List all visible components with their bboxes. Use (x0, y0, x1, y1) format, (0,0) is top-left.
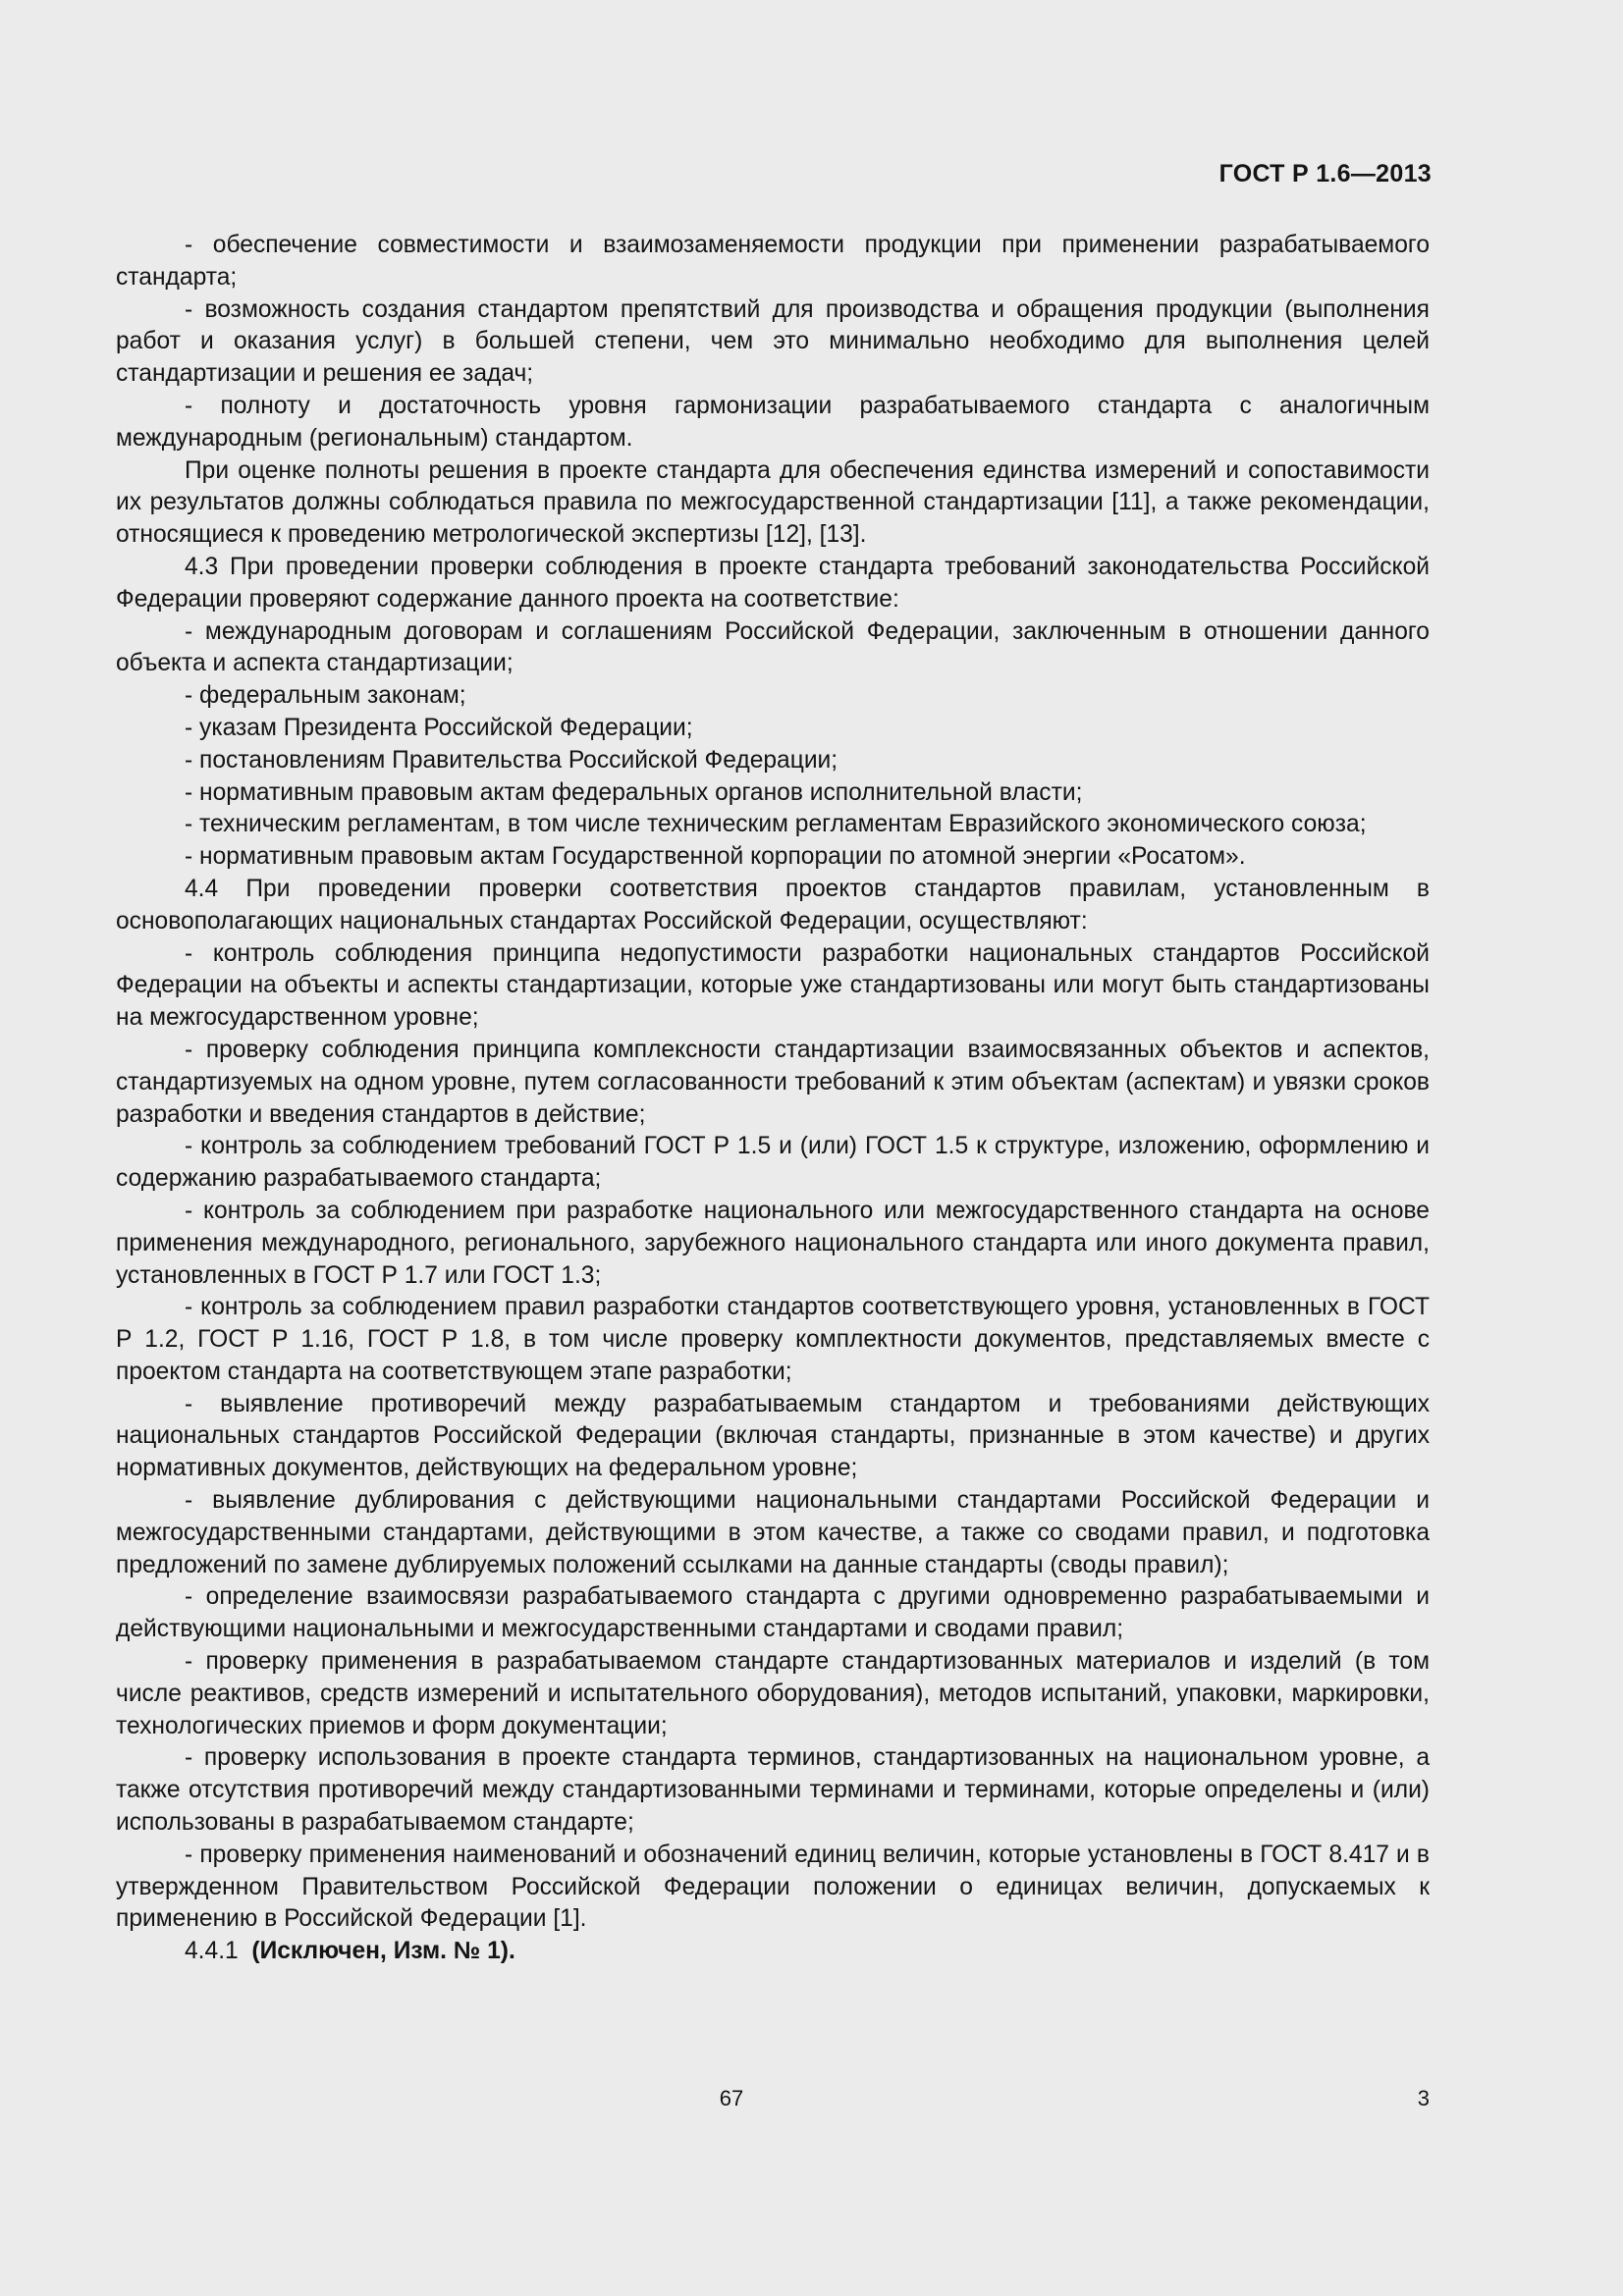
paragraph: 4.4 При проведении проверки соответствия проектов стандартов правилам, установленным в основополагающих национальных стандартах Российской Федерации, осуществляют: (116, 875, 1430, 934)
clause-number: 4.4.1 (185, 1938, 239, 1965)
paragraph: - обеспечение совместимости и взаимозаменяемости продукции при применении разрабатываемого стандарта; (116, 232, 1430, 291)
paragraph: - контроль за соблюдением при разработке национального или межгосударственного стандарта на основе применения международного, регионального, зарубежного национального стандарта или иного документа правил, установленных в ГОСТ Р 1.7 или ГОСТ 1.3; (116, 1197, 1430, 1289)
paragraph: - возможность создания стандартом препятствий для производства и обращения продукции (выполнения работ и оказания услуг) в большей степени, чем это минимально необходимо для выполнения целей стандартизации и решения ее задач; (116, 295, 1430, 388)
paragraph: - проверку применения в разрабатываемом стандарте стандартизованных материалов и изделий (в том числе реактивов, средств измерений и испытательного оборудования), методов испытаний, упаковки, маркировки, технологических приемов и форм документации; (116, 1648, 1430, 1739)
paragraph: - нормативным правовым актам Государственной корпорации по атомной энергии «Росатом». (185, 843, 1246, 871)
paragraph: - выявление противоречий между разрабатываемым стандартом и требованиями действующих национальных стандартов Российской Федерации (включая стандарты, признанные в этом качестве) и других нормативных документов, действующих на федеральном уровне; (116, 1390, 1430, 1482)
amendment-paragraph (116, 1936, 1430, 1968)
paragraph: - контроль за соблюдением правил разработки стандартов соответствующего уровня, установленных в ГОСТ Р 1.2, ГОСТ Р 1.16, ГОСТ Р 1.8, в том числе проверку комплектности документов, представляемых вместе с проектом стандарта на соответствующем этапе разработки; (116, 1294, 1430, 1385)
paragraph: При оценке полноты решения в проекте стандарта для обеспечения единства измерений и сопоставимости их результатов должны соблюдаться правила по межгосударственной стандартизации [11], а также рекомендации, относящиеся к проведению метрологической экспертизы [12], [13]. (116, 456, 1430, 549)
page-number-center: 67 (719, 2086, 744, 2110)
page-number-right: 3 (1417, 2086, 1430, 2110)
paragraph: - проверку использования в проекте стандарта терминов, стандартизованных на национальном уровне, а также отсутствия противоречий между стандартизованными терминами и терминами, которые определены и (или) использованы в разрабатываемом стандарте; (116, 1744, 1430, 1837)
paragraph: - контроль за соблюдением требований ГОСТ Р 1.5 и (или) ГОСТ 1.5 к структуре, изложению, оформлению и содержанию разрабатываемого стандарта; (116, 1133, 1430, 1193)
amendment-note: (Исключен, Изм. № 1). (251, 1938, 515, 1965)
document-body (116, 230, 1430, 1968)
paragraph: - проверку соблюдения принципа комплексности стандартизации взаимосвязанных объектов и аспектов, стандартизуемых на одном уровне, путем согласованности требований к этим объектам (аспектам) и увязки сроков разработки и введения стандартов в действие; (116, 1036, 1430, 1128)
paragraph: - определение взаимосвязи разрабатываемого стандарта с другими одновременно разрабатываемыми и действующими национальными и межгосударственными стандартами и сводами правил; (116, 1583, 1430, 1643)
paragraph: - нормативным правовым актам федеральных органов исполнительной власти; (185, 778, 1083, 806)
paragraph: - полноту и достаточность уровня гармонизации разрабатываемого стандарта с аналогичным международным (региональным) стандартом. (116, 392, 1430, 452)
paragraph: - постановлениям Правительства Российской Федерации; (185, 746, 839, 774)
paragraph: - международным договорам и соглашениям Российской Федерации, заключенным в отношении данного объекта и аспекта стандартизации; (116, 617, 1430, 677)
paragraph: 4.3 При проведении проверки соблюдения в проекте стандарта требований законодательства Российской Федерации проверяют содержание данного проекта на соответствие: (116, 553, 1430, 613)
paragraph: - выявление дублирования с действующими национальными стандартами Российской Федерации и межгосударственными стандартами, действующими в этом качестве, а также со сводами правил, и подготовка предложений по замене дублируемых положений ссылками на данные стандарты (своды правил); (116, 1487, 1430, 1578)
paragraph: - указам Президента Российской Федерации; (185, 714, 693, 741)
document-code-header: ГОСТ Р 1.6—2013 (1218, 160, 1432, 187)
paragraph: - федеральным законам; (185, 682, 466, 710)
paragraph: - проверку применения наименований и обозначений единиц величин, которые установлены в ГОСТ 8.417 и в утвержденном Правительством Российской Федерации положении о единицах величин, допускаемых к применению в Российской Федерации [1]. (116, 1841, 1430, 1933)
paragraph: - контроль соблюдения принципа недопустимости разработки национальных стандартов Российской Федерации на объекты и аспекты стандартизации, которые уже стандартизованы или могут быть стандартизованы на межгосударственном уровне; (116, 939, 1430, 1032)
paragraph: - техническим регламентам, в том числе техническим регламентам Евразийского экономического союза; (185, 811, 1367, 838)
